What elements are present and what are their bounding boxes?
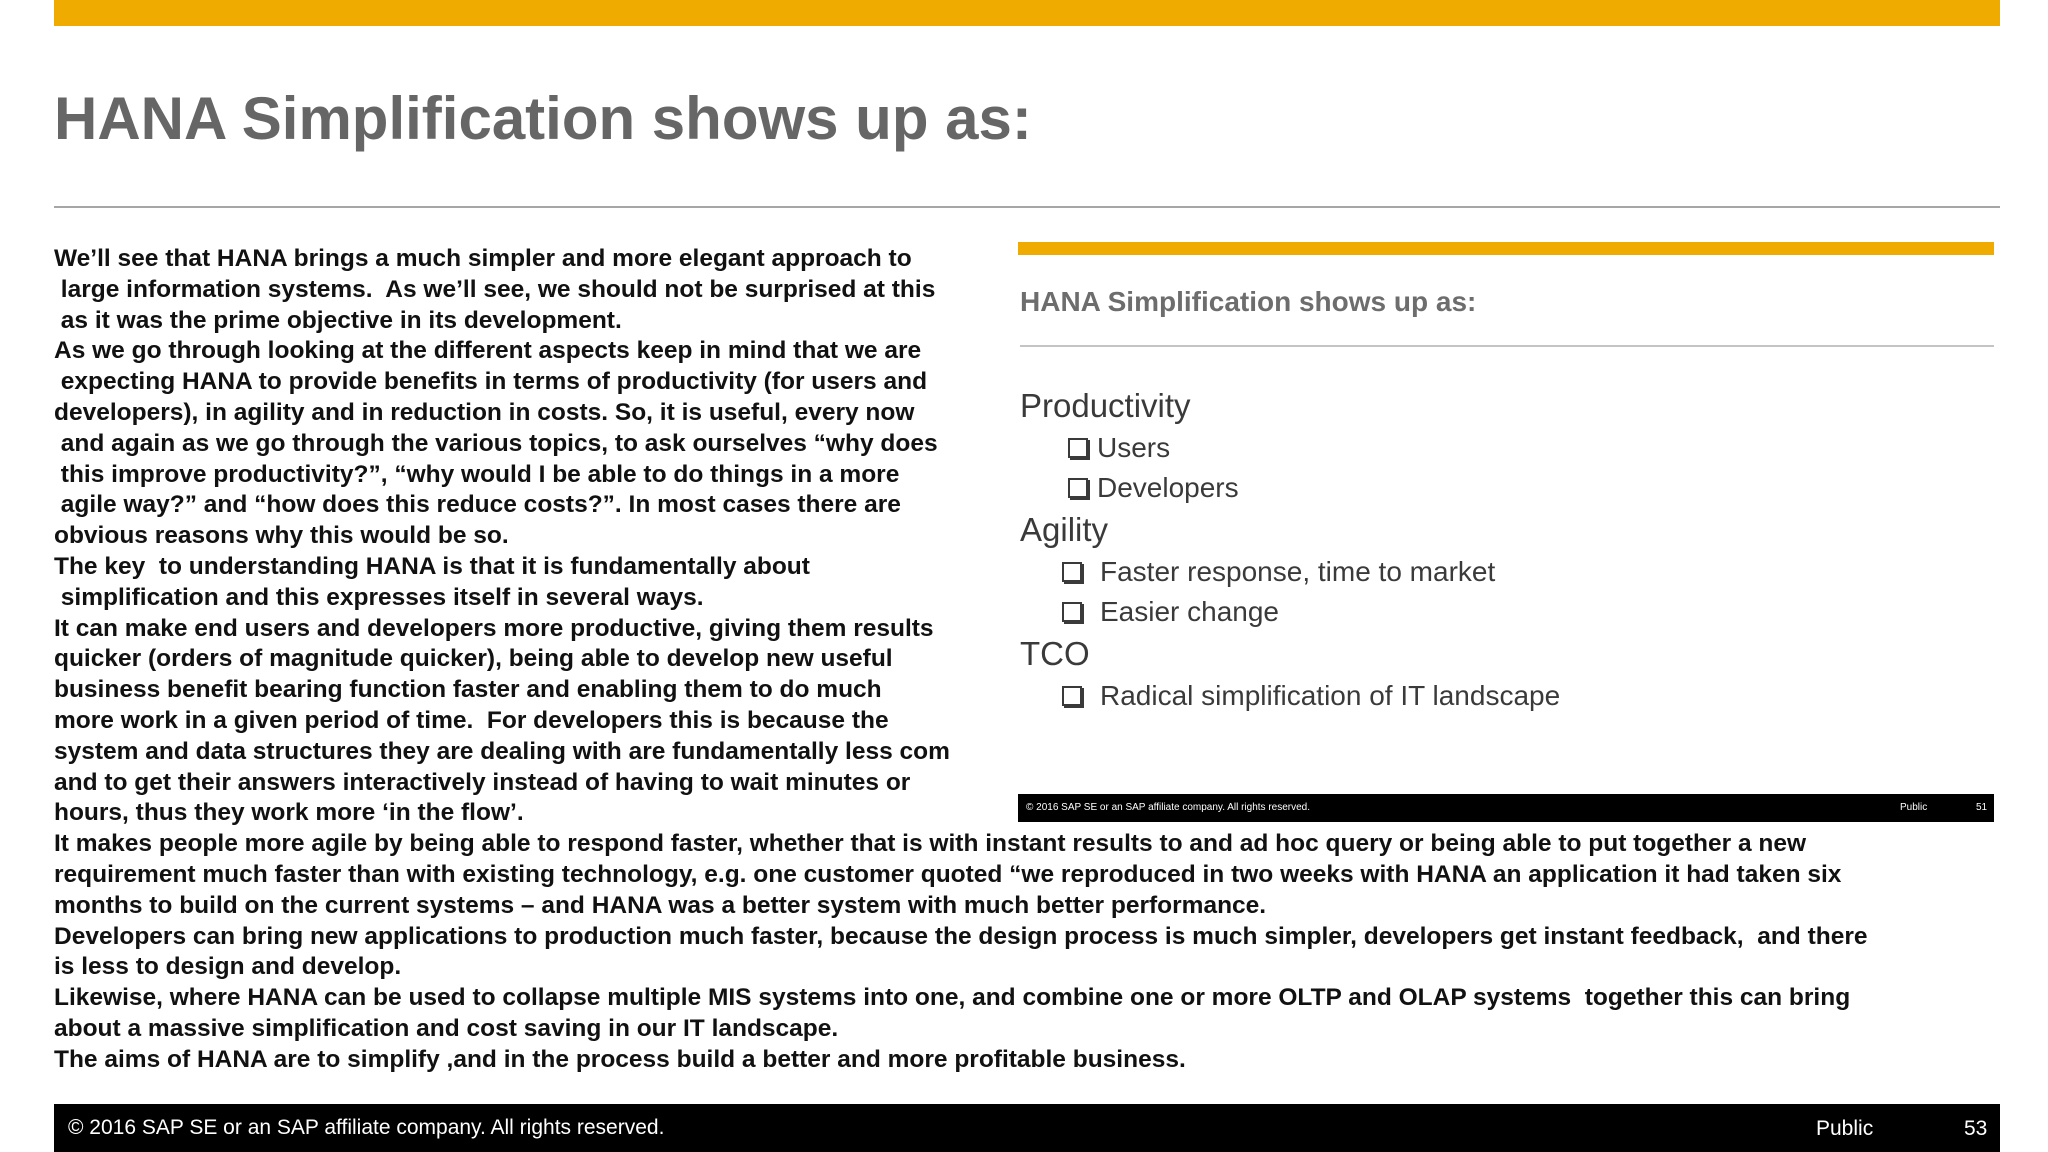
list-item xyxy=(1020,592,1560,632)
thumbnail-footer xyxy=(1018,794,1994,822)
section-heading-tco: TCO xyxy=(1020,635,1090,672)
top-accent-bar xyxy=(54,0,2000,26)
notes-line: about a massive simplification and cost saving in our IT landscape. xyxy=(54,1014,839,1042)
notes-line: as it was the prime objective in its development. xyxy=(54,306,622,334)
notes-line: It can make end users and developers more productive, giving them results xyxy=(54,614,934,642)
notes-line: obvious reasons why this would be so. xyxy=(54,522,509,550)
section-heading-agility: Agility xyxy=(1020,511,1109,548)
thumbnail-bullet-list xyxy=(1020,384,1560,716)
thumbnail-classification: Public xyxy=(1900,802,1928,813)
page-title: HANA Simplification shows up as: xyxy=(54,85,1032,152)
notes-line: The key to understanding HANA is that it is fundamentally about xyxy=(54,552,810,580)
list-item-label: Faster response, time to market xyxy=(1100,556,1496,587)
notes-line: expecting HANA to provide benefits in terms of productivity (for users and xyxy=(54,368,928,396)
thumbnail-title: HANA Simplification shows up as: xyxy=(1020,286,1477,317)
title-divider xyxy=(54,206,2000,208)
checkbox-bullet-icon xyxy=(1068,478,1088,498)
notes-line: agile way?” and “how does this reduce costs?”. In most cases there are xyxy=(54,491,901,519)
list-item-label: Radical simplification of IT landscape xyxy=(1100,680,1561,711)
notes-line: quicker (orders of magnitude quicker), being able to develop new useful xyxy=(54,645,893,673)
notes-line: Likewise, where HANA can be used to collapse multiple MIS systems into one, and combine one or more OLTP and OLAP systems together this can bring xyxy=(54,984,1851,1012)
checkbox-bullet-icon xyxy=(1062,602,1082,622)
thumbnail-copyright: © 2016 SAP SE or an SAP affiliate company. All rights reserved. xyxy=(1026,802,1311,813)
notes-line: requirement much faster than with existing technology, e.g. one customer quoted “we reproduced in two weeks with HANA an application it had taken six xyxy=(54,860,1842,888)
thumbnail-page-number: 51 xyxy=(1976,802,1988,813)
notes-line: and to get their answers interactively instead of having to wait minutes or xyxy=(54,768,911,796)
notes-line: The aims of HANA are to simplify ,and in the process build a better and more profitable business. xyxy=(54,1045,1186,1073)
notes-line: business benefit bearing function faster and enabling them to do much xyxy=(54,676,882,704)
notes-line: It makes people more agile by being able to respond faster, whether that is with instant results to and ad hoc query or being able to put together a new xyxy=(54,830,1807,858)
embedded-slide-thumbnail xyxy=(1018,242,1994,822)
notes-line: system and data structures they are dealing with are fundamentally less com xyxy=(54,737,950,765)
notes-line: this improve productivity?”, “why would I be able to do things in a more xyxy=(54,460,900,488)
notes-line: months to build on the current systems – and HANA was a better system with much better performance. xyxy=(54,891,1267,919)
list-item xyxy=(1020,428,1560,468)
notes-line: developers), in agility and in reduction in costs. So, it is useful, every now xyxy=(54,398,915,426)
list-item-label: Developers xyxy=(1097,472,1239,503)
notes-line: is less to design and develop. xyxy=(54,953,402,981)
list-item xyxy=(1020,676,1560,716)
list-item-label: Users xyxy=(1097,432,1171,463)
notes-line: and again as we go through the various topics, to ask ourselves “why does xyxy=(54,429,938,457)
footer-page-number: 53 xyxy=(1964,1117,1988,1140)
notes-line: hours, thus they work more ‘in the flow’. xyxy=(54,799,524,827)
notes-line: simplification and this expresses itself in several ways. xyxy=(54,583,704,611)
list-item-label: Easier change xyxy=(1100,596,1280,627)
checkbox-bullet-icon xyxy=(1068,438,1088,458)
thumbnail-accent-bar xyxy=(1018,242,1994,255)
notes-line: large information systems. As we’ll see, we should not be surprised at this xyxy=(54,275,936,303)
checkbox-bullet-icon xyxy=(1062,562,1082,582)
notes-line: more work in a given period of time. For developers this is because the xyxy=(54,706,889,734)
list-item xyxy=(1020,468,1560,508)
footer-classification: Public xyxy=(1816,1117,1874,1140)
notes-line: As we go through looking at the different aspects keep in mind that we are xyxy=(54,337,922,365)
thumbnail-divider xyxy=(1020,345,1994,347)
checkbox-bullet-icon xyxy=(1062,686,1082,706)
notes-line: Developers can bring new applications to production much faster, because the design process is much simpler, developers get instant feedback, and there xyxy=(54,922,1868,950)
list-item xyxy=(1020,552,1560,592)
footer-copyright: © 2016 SAP SE or an SAP affiliate company. All rights reserved. xyxy=(68,1116,665,1139)
slide-footer xyxy=(54,1104,2000,1152)
notes-line: We’ll see that HANA brings a much simpler and more elegant approach to xyxy=(54,245,912,272)
section-heading-productivity: Productivity xyxy=(1020,387,1191,424)
